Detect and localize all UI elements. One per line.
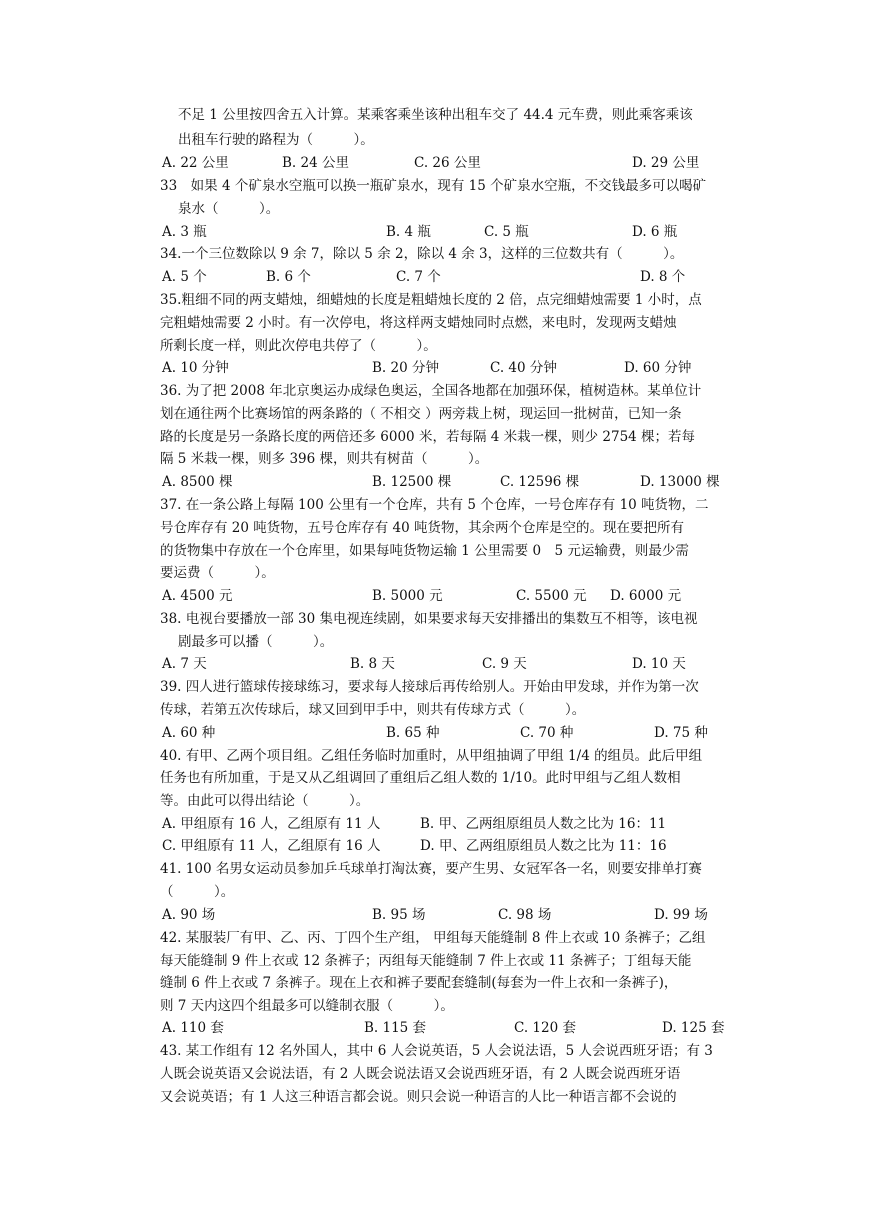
q43-line-3: 又会说英语；有 1 人这三种语言都会说。则只会说一种语言的人比一种语言都不会说的 xyxy=(160,1089,677,1105)
q37-option-c: C. 5500 元 xyxy=(516,588,587,604)
q37-option-d: D. 6000 元 xyxy=(610,588,682,604)
q33-option-d: D. 6 瓶 xyxy=(632,224,678,240)
q41-option-c: C. 98 场 xyxy=(498,907,552,923)
q32-line-1: 不足 1 公里按四舍五入计算。某乘客乘坐该种出租车交了 44.4 元车费，则此乘客乘该 xyxy=(178,107,693,123)
q41-line-1: 41. 100 名男女运动员参加乒乓球单打淘汰赛，要产生男、女冠军各一名，则要安排单打赛 xyxy=(160,861,702,877)
q40-option-b: B. 甲、乙两组原组员人数之比为 16：11 xyxy=(420,816,667,832)
q40-option-c: C. 甲组原有 11 人，乙组原有 16 人 xyxy=(162,838,381,854)
q32-line-2: 出租车行驶的路程为（ ）。 xyxy=(178,132,374,148)
q34-option-c: C. 7 个 xyxy=(396,269,441,285)
q35-line-2: 完粗蜡烛需要 2 小时。有一次停电，将这样两支蜡烛同时点燃，来电时，发现两支蜡烛 xyxy=(160,315,677,331)
q36-line-4: 隔 5 米栽一棵，则多 396 棵，则共有树苗（ ）。 xyxy=(160,451,489,467)
q42-option-a: A. 110 套 xyxy=(162,1020,224,1036)
q42-option-b: B. 115 套 xyxy=(364,1020,427,1036)
q37-line-3: 的货物集中存放在一个仓库里，如果每吨货物运输 1 公里需要 0 5 元运输费，则最少需 xyxy=(160,543,689,559)
q32-option-d: D. 29 公里 xyxy=(632,155,700,171)
q36-option-a: A. 8500 棵 xyxy=(162,474,233,490)
q39-line-1: 39. 四人进行篮球传接球练习，要求每人接球后再传给别人。开始由甲发球，并作为第一次 xyxy=(160,679,699,695)
q42-line-2: 每天能缝制 9 件上衣或 12 条裤子；丙组每天能缝制 7 件上衣或 11 条裤子；丁组每天能 xyxy=(160,953,692,969)
q40-line-2: 任务也有所加重，于是又从乙组调回了重组后乙组人数的 1/10。此时甲组与乙组人数相 xyxy=(160,770,681,786)
q34-option-a: A. 5 个 xyxy=(162,269,207,285)
q42-line-1: 42. 某服装厂有甲、乙、丙、丁四个生产组， 甲组每天能缝制 8 件上衣或 10 条裤子；乙组 xyxy=(160,930,706,946)
q36-option-b: B. 12500 棵 xyxy=(372,474,452,490)
q35-option-b: B. 20 分钟 xyxy=(372,360,439,376)
q36-line-2: 划在通往两个比赛场馆的两条路的（ 不相交 ）两旁栽上树，现运回一批树苗，已知一条 xyxy=(160,406,682,422)
q36-option-d: D. 13000 棵 xyxy=(640,474,720,490)
q38-line-1: 38. 电视台要播放一部 30 集电视连续剧，如果要求每天安排播出的集数互不相等，该电视 xyxy=(160,611,698,627)
q32-option-b: B. 24 公里 xyxy=(282,155,349,171)
q40-line-3: 等。由此可以得出结论（ ）。 xyxy=(160,793,370,809)
q36-line-3: 路的长度是另一条路长度的两倍还多 6000 米，若每隔 4 米栽一棵，则少 2754 棵；若每 xyxy=(160,429,696,445)
q39-option-b: B. 65 种 xyxy=(386,725,440,741)
q43-line-2: 人既会说英语又会说法语，有 2 人既会说法语又会说西班牙语，有 2 人既会说西班牙语 xyxy=(160,1066,681,1082)
q40-option-a: A. 甲组原有 16 人，乙组原有 11 人 xyxy=(162,816,381,832)
q38-option-b: B. 8 天 xyxy=(350,656,395,672)
q37-option-a: A. 4500 元 xyxy=(162,588,233,604)
q37-option-b: B. 5000 元 xyxy=(372,588,443,604)
q37-line-1: 37. 在一条公路上每隔 100 公里有一个仓库，共有 5 个仓库，一号仓库存有 10 吨货物，二 xyxy=(160,497,709,513)
q41-option-a: A. 90 场 xyxy=(162,907,216,923)
q42-option-d: D. 125 套 xyxy=(662,1020,725,1036)
q35-option-c: C. 40 分钟 xyxy=(490,360,557,376)
q39-line-2: 传球，若第五次传球后，球又回到甲手中，则共有传球方式（ ）。 xyxy=(160,702,586,718)
q43-line-1: 43. 某工作组有 12 名外国人，其中 6 人会说英语，5 人会说法语，5 人会说西班牙语；有 3 xyxy=(160,1043,713,1059)
q40-line-1: 40. 有甲、乙两个项目组。乙组任务临时加重时，从甲组抽调了甲组 1/4 的组员。此后甲组 xyxy=(160,748,703,764)
q39-option-d: D. 75 种 xyxy=(654,725,708,741)
q40-option-d: D. 甲、乙两组原组员人数之比为 11：16 xyxy=(420,838,667,854)
q36-option-c: C. 12596 棵 xyxy=(500,474,580,490)
q33-line-1: 33 如果 4 个矿泉水空瓶可以换一瓶矿泉水，现有 15 个矿泉水空瓶，不交钱最多可以喝矿 xyxy=(160,178,707,194)
q36-line-1: 36. 为了把 2008 年北京奥运办成绿色奥运，全国各地都在加强环保，植树造林。某单位计 xyxy=(160,383,702,399)
q38-option-c: C. 9 天 xyxy=(482,656,527,672)
q35-line-3: 所剩长度一样，则此次停电共停了（ ）。 xyxy=(160,338,437,354)
q42-line-4: 则 7 天内这四个组最多可以缝制衣服（ ）。 xyxy=(160,998,454,1014)
q39-option-c: C. 70 种 xyxy=(520,725,574,741)
q35-option-d: D. 60 分钟 xyxy=(624,360,692,376)
q34-option-b: B. 6 个 xyxy=(266,269,311,285)
q38-option-a: A. 7 天 xyxy=(162,656,207,672)
q41-line-2: （ ）。 xyxy=(160,884,235,900)
q37-line-4: 要运费（ ）。 xyxy=(160,565,275,581)
q33-line-2: 泉水（ ）。 xyxy=(178,201,280,217)
q32-option-a: A. 22 公里 xyxy=(162,155,229,171)
q34-option-d: D. 8 个 xyxy=(640,269,686,285)
q35-option-a: A. 10 分钟 xyxy=(162,360,229,376)
q42-line-3: 缝制 6 件上衣或 7 条裤子。现在上衣和裤子要配套缝制(每套为一件上衣和一条裤子)， xyxy=(160,975,678,991)
q39-option-a: A. 60 种 xyxy=(162,725,216,741)
q38-option-d: D. 10 天 xyxy=(632,656,686,672)
q33-option-c: C. 5 瓶 xyxy=(484,224,529,240)
q38-line-2: 剧最多可以播（ ）。 xyxy=(178,634,334,650)
q33-option-b: B. 4 瓶 xyxy=(386,224,431,240)
q41-option-b: B. 95 场 xyxy=(372,907,426,923)
q34-line-1: 34.一个三位数除以 9 余 7，除以 5 余 2，除以 4 余 3，这样的三位数共有（ ）。 xyxy=(160,246,684,262)
q42-option-c: C. 120 套 xyxy=(514,1020,576,1036)
q32-option-c: C. 26 公里 xyxy=(414,155,481,171)
q37-line-2: 号仓库存有 20 吨货物，五号仓库存有 40 吨货物，其余两个仓库是空的。现在要把所有 xyxy=(160,520,685,536)
q41-option-d: D. 99 场 xyxy=(654,907,708,923)
q33-option-a: A. 3 瓶 xyxy=(162,224,207,240)
q35-line-1: 35.粗细不同的两支蜡烛，细蜡烛的长度是粗蜡烛长度的 2 倍，点完细蜡烛需要 1 小时，点 xyxy=(160,292,702,308)
